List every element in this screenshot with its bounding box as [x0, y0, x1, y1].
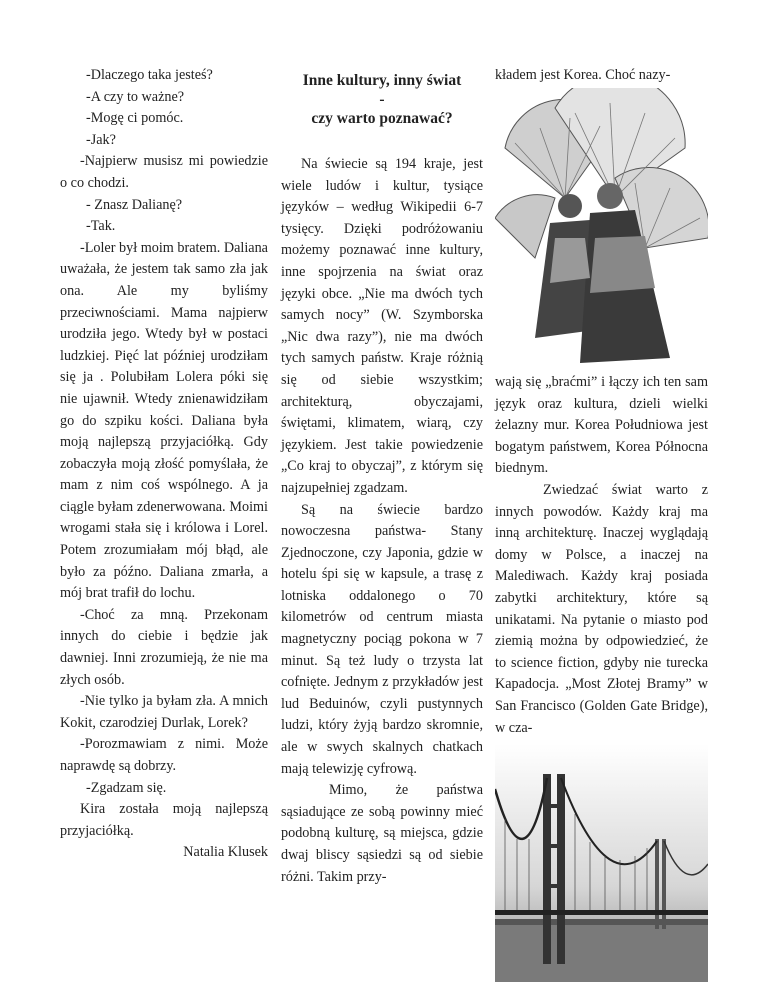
dialogue-line: -A czy to ważne? [86, 88, 185, 105]
title-line: - [379, 91, 385, 108]
article-paragraph: wają się „braćmi” i łączy ich ten sam język oraz kultura, dzieli wielki żelazny mur. Korea Południowa jest bogatym państwem, Korea Północna biednym. [495, 374, 708, 477]
dialogue-line: - Znasz Dalianę? [86, 196, 183, 213]
column-article [281, 65, 483, 888]
story-paragraph: -Najpierw musisz mi powiedzie o co chodzi. [60, 153, 268, 191]
dialogue-line: -Jak? [86, 131, 116, 148]
article-paragraph: Na świecie są 194 kraje, jest wiele ludów i kultur, tysiące języków – według Wikipedii 6-7 tysięcy. Dzięki podróżowaniu możemy poznawać inne kultury, inne spojrzenia na świat oraz języki obce. „Nie ma dwóch tych samych nocy” (W. Szymborska „Nic dwa razy”), nie ma dwóch tych samych państw. Kraje różnią się od siebie wszystkim; architekturą, obyczajami, świętami, klimatem, wiarą, czy językiem. Jest takie powiedzenie „Co kraj to obyczaj”, z którym się najzupełniej zgadzam. [281, 156, 483, 496]
column3-top [495, 65, 708, 87]
author-signature: Natalia Klusek [183, 844, 268, 861]
title-line: czy warto poznawać? [311, 110, 453, 127]
column-story [60, 65, 268, 864]
story-paragraph: -Nie tylko ja byłam zła. A mnich Kokit, czarodziej Durlak, Lorek? [60, 693, 268, 731]
article-paragraph: Mimo, że państwa sąsiadujące ze sobą powinny mieć podobną kulturę, są miejsca, gdzie dwaj bliscy sąsiedzi są od siebie różni. Takim przy- [281, 782, 483, 885]
dialogue-line: -Tak. [86, 218, 116, 235]
article-paragraph: Są na świecie bardzo nowoczesna państwa- Stany Zjednoczone, czy Japonia, gdzie w hotelu śpi się w kapsule, a trasę z lotniska oddalonego o 70 kilometrów od centrum miasta magnetyczny pociąg pokona w 7 minut. Są też ludy o trzysta lat cofnięte. Jednym z przykładów jest lud Beduinów, czyli pustynnych ludzi, który żyją bardzo skromnie, ale w swych skalnych chatkach mają telewizję cyfrową. [281, 501, 483, 777]
article-paragraph: kładem jest Korea. Choć nazy- [495, 67, 671, 83]
title-line: Inne kultury, inny świat [302, 72, 462, 89]
story-paragraph: Kira została moją najlepszą przyjaciółką. [60, 801, 268, 839]
dialogue-line: -Zgadzam się. [86, 779, 167, 796]
column3-body [495, 372, 708, 739]
dialogue-line: -Dlaczego taka jesteś? [86, 67, 213, 83]
golden-gate-bridge-photo [495, 744, 708, 982]
dialogue-line: -Mogę ci pomóc. [86, 110, 184, 127]
article-paragraph: Zwiedzać świat warto z innych powodów. Każdy kraj ma inną architekturę. Inaczej wyglądają domy w Polsce, a inaczej na Malediwach. Każdy kraj posiada zabytki architektury, które są unikatami. Na pytanie o miasto pod ziemią można by odpowiedzieć, że to science fiction, gdyby nie turecka Kapadocja. „Most Złotej Bramy” w San Francisco (Golden Gate Bridge), w cza- [495, 481, 708, 736]
story-paragraph: -Choć za mną. Przekonam innych do ciebie i będzie jak dawniej. Inni zrozumieją, że nie ma złych osób. [60, 606, 268, 688]
story-paragraph: -Loler był moim bratem. Daliana uważała, że jestem tak samo zła jak ona. Ale my byliśmy przeciwnościami. Mama najpierw urodziła jego. Wtedy był w postaci ludzkiej. Pięć lat później urodziłam się ja . Polubiłam Lolera póki się nie ujawnił. Wtedy znienawidziłam go do szpiku kości. Daliana była moją najlepszą przyjaciółką. Gdy zobaczyła moją złość pomyślała, że mam z nim coś wspólnego. A ja ciągle byłam zdenerwowana. Moimi wrogami stała się i królowa i Lorel. Potem zrozumiałam mój błąd, ale było za późno. Daliana zmarła, a mój brat trafił do lochu. [60, 239, 268, 602]
korean-fan-dance-photo [495, 88, 708, 372]
story-paragraph: -Porozmawiam z nimi. Może naprawdę są dobrzy. [60, 736, 268, 774]
article-title [281, 71, 483, 128]
